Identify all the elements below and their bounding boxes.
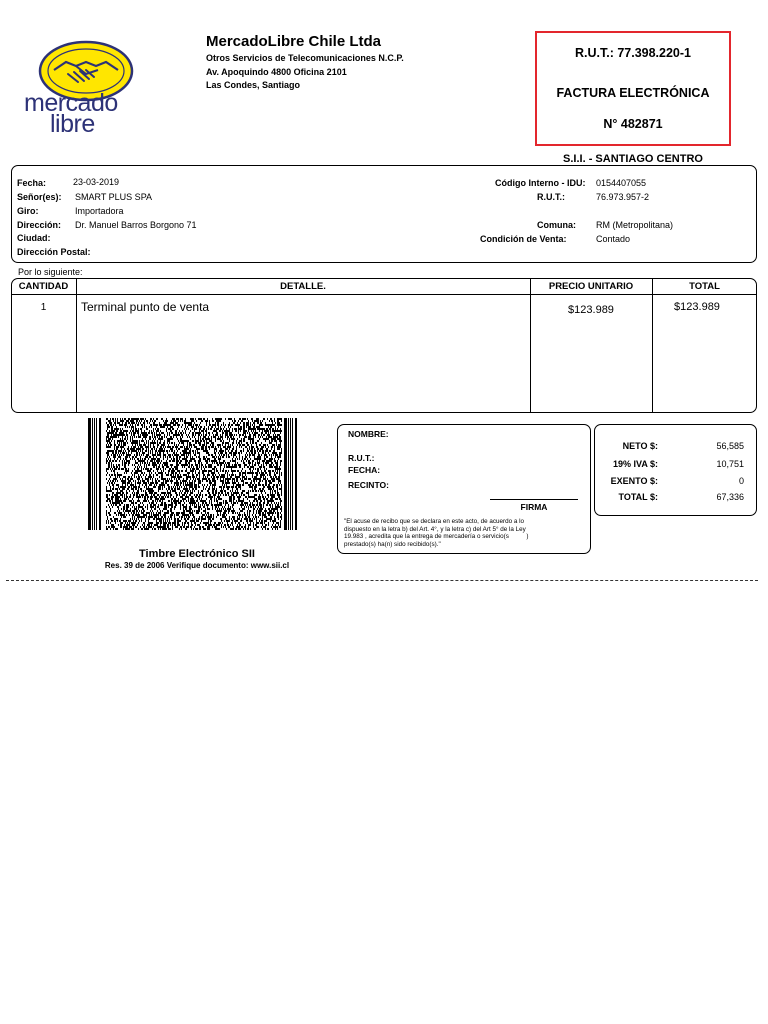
cut-line (6, 580, 758, 581)
firma-label: FIRMA (520, 502, 548, 512)
condicion-value: Contado (596, 234, 631, 244)
company-city: Las Condes, Santiago (206, 80, 301, 90)
row-precio: $123.989 (568, 304, 614, 316)
senor-value: SMART PLUS SPA (75, 192, 153, 202)
row-total: $123.989 (674, 301, 720, 313)
row-detalle: Terminal punto de venta (81, 300, 210, 314)
header-total: TOTAL (689, 281, 720, 292)
detail-table (11, 278, 757, 413)
company-activity: Otros Servicios de Telecomunicaciones N.C.P. (206, 53, 404, 63)
totals-box (594, 424, 757, 516)
acuse-recibo-box (337, 424, 591, 554)
acuse-line: 19.983 , acredita que la entrega de mercadería o servicio(s ) (344, 533, 529, 541)
company-name: MercadoLibre Chile Ltda (206, 33, 382, 50)
neto-label: NETO $: (622, 441, 658, 451)
header-detalle: DETALLE. (280, 281, 326, 292)
row-cantidad: 1 (40, 302, 47, 313)
company-address: Av. Apoquindo 4800 Oficina 2101 (206, 67, 347, 77)
timbre-subtitle: Res. 39 de 2006 Verifique documento: www.sii.cl (104, 561, 290, 570)
recibo-fecha-label: FECHA: (348, 465, 381, 475)
total-label: TOTAL $: (618, 492, 658, 502)
exento-label: EXENTO $: (610, 476, 658, 486)
timbre-title: Timbre Electrónico SII (139, 548, 255, 560)
logo-word-libre: libre (50, 110, 95, 138)
logo-word-mercado: mercado (24, 89, 118, 117)
senor-label: Señor(es): (17, 192, 62, 202)
direccion-postal-label: Dirección Postal: (17, 247, 91, 257)
giro-label: Giro: (17, 206, 39, 216)
invoice-id-box (535, 31, 731, 146)
codigo-interno-label: Código Interno - IDU: (495, 178, 586, 188)
acuse-text (344, 518, 584, 548)
giro-value: Importadora (75, 206, 124, 216)
document-type: FACTURA ELECTRÓNICA (556, 86, 710, 100)
total-value: 67,336 (716, 492, 744, 502)
direccion-label: Dirección: (17, 220, 62, 230)
por-lo-siguiente: Por lo siguiente: (18, 267, 83, 277)
pdf417-barcode (88, 418, 306, 530)
firma-line (490, 499, 578, 500)
invoice-number: N° 482871 (603, 117, 663, 131)
comuna-label: Comuna: (537, 220, 576, 230)
header-precio: PRECIO UNITARIO (548, 281, 634, 292)
condicion-label: Condición de Venta: (480, 234, 567, 244)
column-divider (76, 278, 77, 413)
column-divider (530, 278, 531, 413)
acuse-line: "El acuse de recibo que se declara en este acto, de acuerdo a lo (344, 518, 525, 525)
direccion-value: Dr. Manuel Barros Borgono 71 (75, 220, 197, 230)
column-divider (652, 278, 653, 413)
recibo-nombre-label: NOMBRE: (348, 429, 389, 439)
acuse-line: prestado(s) ha(n) sido recibido(s)." (344, 540, 441, 548)
acuse-line: dispuesto en la letra b) del Art. 4°, y la letra c) del Art 5° de la Ley (344, 525, 526, 533)
iva-value: 10,751 (716, 459, 744, 469)
recibo-rut-label: R.U.T.: (348, 453, 375, 463)
comuna-value: RM (Metropolitana) (596, 220, 674, 230)
iva-label: 19% IVA $: (612, 459, 658, 469)
table-header-divider (11, 294, 757, 295)
customer-rut-label: R.U.T.: (537, 192, 565, 202)
sii-office: S.I.I. - SANTIAGO CENTRO (563, 153, 703, 165)
ciudad-label: Ciudad: (17, 233, 51, 243)
header-cantidad: CANTIDAD (18, 281, 69, 292)
neto-value: 56,585 (716, 441, 744, 451)
customer-rut-value: 76.973.957-2 (596, 192, 650, 202)
exento-value: 0 (738, 476, 744, 486)
codigo-interno-value: 0154407055 (596, 178, 647, 188)
fecha-label: Fecha: (17, 178, 47, 188)
issuer-rut: R.U.T.: 77.398.220-1 (574, 46, 692, 60)
recibo-recinto-label: RECINTO: (348, 480, 389, 490)
fecha-value: 23-03-2019 (73, 177, 120, 187)
